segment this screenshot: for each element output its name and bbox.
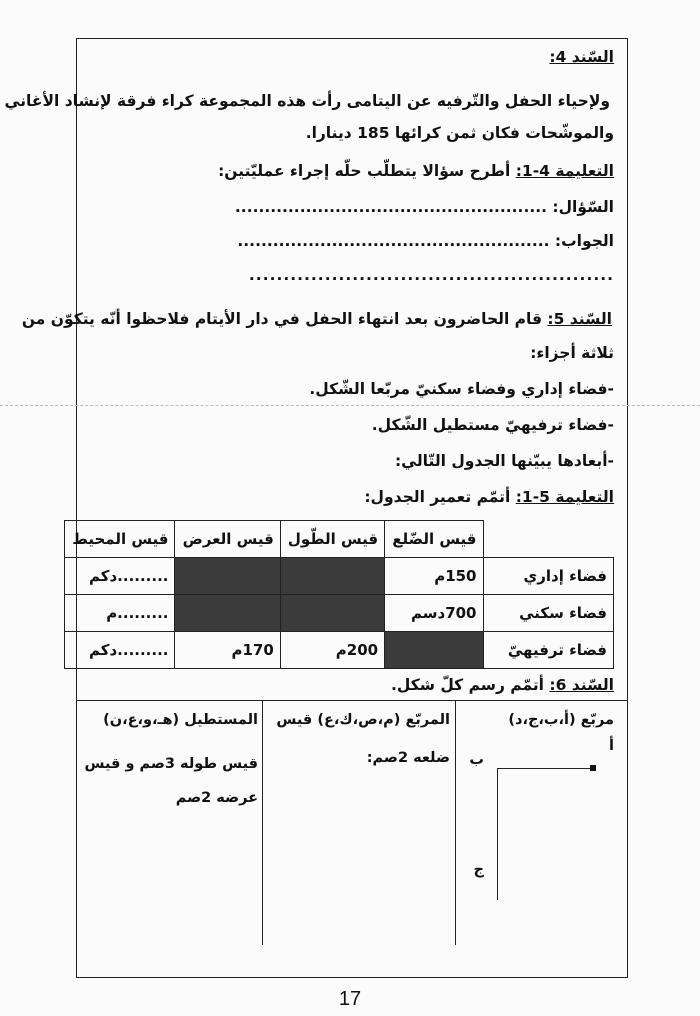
doc5-item2: -فضاء ترفيهيّ مستطيل الشّكل. xyxy=(371,416,614,434)
doc5-item1: -فضاء إداري وفضاء سكنيّ مربّعا الشّكل. xyxy=(309,380,614,398)
cell-shaded xyxy=(385,632,483,669)
header-side: قيس الضّلع xyxy=(385,521,483,558)
dimensions-table xyxy=(64,520,614,669)
table-row xyxy=(65,632,614,669)
row-label: فضاء سكني xyxy=(483,595,614,632)
header-length: قيس الطّول xyxy=(280,521,384,558)
task41-line: التعليمة 4-1: أطرح سؤالا يتطلّب حلّه إجراء عمليّتين: xyxy=(218,162,614,180)
doc5-line2: ثلاثة أجزاء: xyxy=(530,344,614,362)
col3-line3: عرضه 2صم xyxy=(175,790,258,806)
table-row xyxy=(65,558,614,595)
doc4-heading: السّند 4: xyxy=(549,48,614,66)
cell-perimeter: .........دكم xyxy=(65,632,175,669)
table-row xyxy=(65,595,614,632)
task51-line: التعليمة 5-1: أتمّم تعمير الجدول: xyxy=(364,488,614,506)
cell-side: 700دسم xyxy=(385,595,483,632)
cell-shaded xyxy=(175,558,280,595)
col3-line1: المستطيل (هـ،و،ع،ن) xyxy=(103,712,258,728)
cell-length: 200م xyxy=(280,632,384,669)
header-width: قيس العرض xyxy=(175,521,280,558)
cell-shaded xyxy=(175,595,280,632)
table-header-row xyxy=(65,521,614,558)
doc6-line: السّند 6: أتمّم رسم كلّ شكل. xyxy=(390,676,614,694)
cell-width: 170م xyxy=(175,632,280,669)
row-label: فضاء إداري xyxy=(483,558,614,595)
column-separator xyxy=(262,700,263,945)
fold-line xyxy=(0,405,700,406)
cell-shaded xyxy=(280,595,384,632)
cell-shaded xyxy=(280,558,384,595)
answer-line: الجواب: ..................................................... xyxy=(237,232,614,250)
column-separator xyxy=(455,700,456,945)
cell-perimeter: .........دكم xyxy=(65,558,175,595)
doc5-item3: -أبعادها يبيّنها الجدول التّالي: xyxy=(394,452,614,470)
segment-ab xyxy=(497,768,593,769)
cell-perimeter: .........م xyxy=(65,595,175,632)
page-number: 17 xyxy=(338,988,362,1010)
cell-side: 150م xyxy=(385,558,483,595)
col2-line1: المربّع (م،ص،ك،ع) قيس xyxy=(276,712,450,728)
doc6-top-rule xyxy=(76,700,628,701)
doc4-line1: ولإحياء الحفل والتّرفيه عن اليتامى رأت هذه المجموعة كراء فرقة لإنشاد الأغاني xyxy=(4,92,610,110)
point-a-label: أ xyxy=(609,738,614,754)
question-line: السّؤال: ..................................................... xyxy=(234,198,614,216)
header-perimeter: قيس المحيط xyxy=(65,521,175,558)
row-label: فضاء ترفيهيّ xyxy=(483,632,614,669)
point-j-label: ج xyxy=(473,862,484,878)
point-b-label: ب xyxy=(469,752,484,768)
answer-line-2: ..................................................... xyxy=(248,266,614,284)
doc4-line2: والموشّحات فكان ثمن كرائها 185 دينارا. xyxy=(305,124,614,142)
doc5-line1: السّند 5: قام الحاضرون بعد انتهاء الحفل في دار الأيتام فلاحظوا أنّه يتكوّن من xyxy=(21,310,612,328)
col1-title: مربّع (أ،ب،ج،د) xyxy=(508,712,614,728)
point-a xyxy=(590,765,596,771)
col3-line2: قيس طوله 3صم و قيس xyxy=(84,756,258,772)
table-corner xyxy=(483,521,614,558)
segment-bj xyxy=(497,768,498,900)
col2-line2: ضلعه 2صم: xyxy=(366,750,450,766)
